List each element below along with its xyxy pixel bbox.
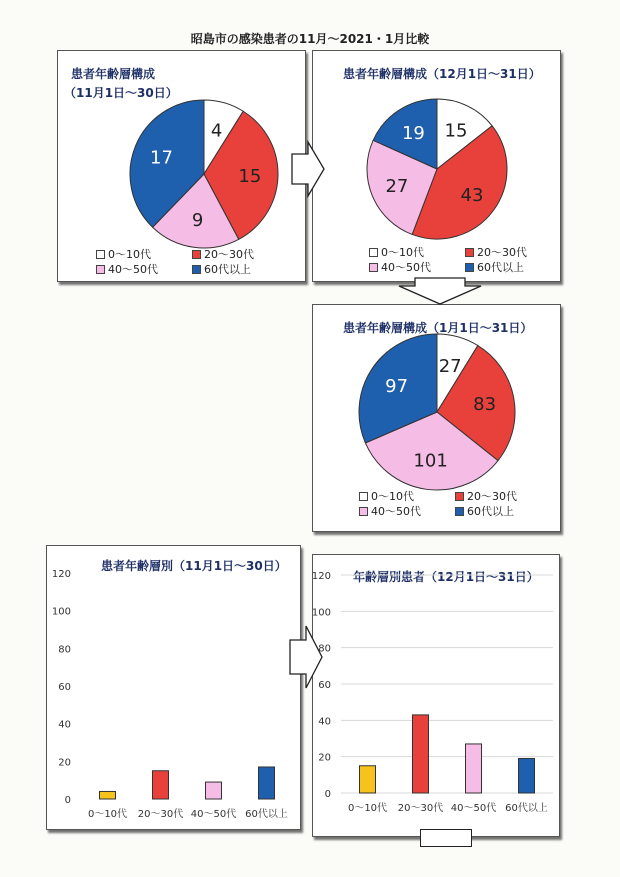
legend-swatch-3 <box>465 263 474 272</box>
y-tick-label: 20 <box>58 757 71 769</box>
x-tick-label-3: 60代以上 <box>505 803 548 814</box>
down-arrow-icon <box>397 276 483 306</box>
x-tick-label-0: 0～10代 <box>347 803 388 814</box>
legend-swatch-0 <box>369 248 378 257</box>
legend-label-3: 60代以上 <box>477 261 524 274</box>
pie-chart-november-panel <box>57 50 306 282</box>
legend-label-0: 0～10代 <box>381 246 424 259</box>
pie-slice-label-1: 83 <box>473 394 497 416</box>
bar-chart-december-panel <box>312 554 560 837</box>
pie-january-title: 患者年齢層構成（1月1日～31日） <box>343 321 533 335</box>
bar-3 <box>259 767 275 799</box>
legend-item-2 <box>359 504 455 519</box>
y-tick-label: 60 <box>318 680 331 691</box>
x-tick-label-2: 40～50代 <box>190 809 237 820</box>
pie-slice-label-2: 101 <box>413 450 448 472</box>
legend-item-2 <box>369 260 465 275</box>
bar-0 <box>360 766 376 793</box>
blank-box <box>420 829 472 847</box>
pie-november-subtitle: （11月1日～30日） <box>64 86 178 100</box>
legend-item-3 <box>455 504 551 519</box>
legend-label-0: 0～10代 <box>371 490 414 503</box>
bar-0 <box>100 791 116 799</box>
x-tick-label-0: 0～10代 <box>87 809 128 820</box>
pie-slice-label-3: 97 <box>385 375 409 397</box>
legend-swatch-2 <box>96 265 105 274</box>
pie-november-legend <box>96 247 288 277</box>
y-tick-label: 100 <box>51 606 71 618</box>
legend-label-1: 20～30代 <box>477 246 527 259</box>
pie-december-title: 患者年齢層構成（12月1日～31日） <box>343 67 541 81</box>
y-tick-label: 0 <box>64 795 71 806</box>
legend-swatch-2 <box>369 263 378 272</box>
y-tick-label: 120 <box>311 571 331 582</box>
pie-slice-label-3: 19 <box>401 123 425 145</box>
right-arrow-bar-icon <box>288 624 324 690</box>
y-tick-label: 120 <box>51 569 71 580</box>
y-tick-label: 60 <box>58 682 71 693</box>
y-tick-label: 0 <box>324 789 331 800</box>
bar-1 <box>153 771 169 799</box>
pie-slice-label-0: 27 <box>438 355 462 377</box>
legend-item-0 <box>359 489 455 504</box>
pie-slice-label-2: 27 <box>385 176 409 198</box>
legend-swatch-1 <box>192 250 201 259</box>
bar-november-title: 患者年齢層別（11月1日～30日） <box>101 559 287 573</box>
page-title: 昭島市の感染患者の11月～2021・1月比較 <box>190 32 430 46</box>
bar-november-svg <box>47 546 300 829</box>
bar-3 <box>519 758 535 793</box>
pie-chart-december-panel <box>312 50 561 282</box>
y-tick-label: 80 <box>58 644 71 656</box>
pie-slice-label-1: 43 <box>460 185 484 207</box>
pie-slice-label-2: 9 <box>191 209 204 231</box>
legend-swatch-0 <box>96 250 105 259</box>
pie-november-title: 患者年齢層構成 <box>71 67 156 81</box>
legend-item-1 <box>192 247 288 262</box>
legend-item-0 <box>96 247 192 262</box>
pie-december-legend <box>369 245 561 275</box>
bar-2 <box>206 782 222 799</box>
legend-label-1: 20～30代 <box>467 490 517 503</box>
legend-label-1: 20～30代 <box>204 248 254 261</box>
y-tick-label: 40 <box>318 716 331 728</box>
y-tick-label: 20 <box>318 752 331 764</box>
legend-item-1 <box>455 489 551 504</box>
x-tick-label-2: 40～50代 <box>450 803 497 814</box>
legend-label-0: 0～10代 <box>108 248 151 261</box>
legend-label-2: 40～50代 <box>108 263 158 276</box>
legend-label-3: 60代以上 <box>204 263 251 276</box>
pie-slice-label-0: 15 <box>444 120 468 142</box>
legend-item-3 <box>192 262 288 277</box>
bar-chart-november-panel <box>46 545 301 830</box>
legend-swatch-3 <box>192 265 201 274</box>
bar-1 <box>413 715 429 793</box>
legend-item-1 <box>465 245 561 260</box>
pie-slice-label-0: 4 <box>210 120 223 142</box>
bar-december-title: 年齢層別患者（12月1日～31日） <box>353 570 539 584</box>
legend-swatch-3 <box>455 507 464 516</box>
legend-item-3 <box>465 260 561 275</box>
pie-slice-label-3: 17 <box>150 147 173 169</box>
pie-january-legend <box>359 489 551 519</box>
legend-swatch-0 <box>359 492 368 501</box>
legend-swatch-2 <box>359 507 368 516</box>
pie-slice-label-1: 15 <box>238 166 262 188</box>
bar-december-svg <box>313 555 559 836</box>
legend-item-2 <box>96 262 192 277</box>
y-tick-label: 40 <box>58 719 71 731</box>
legend-swatch-1 <box>465 248 474 257</box>
legend-label-3: 60代以上 <box>467 505 514 518</box>
y-tick-label: 80 <box>318 643 331 655</box>
legend-item-0 <box>369 245 465 260</box>
x-tick-label-1: 20～30代 <box>397 803 444 814</box>
legend-label-2: 40～50代 <box>371 505 421 518</box>
y-tick-label: 100 <box>311 607 331 619</box>
right-arrow-icon <box>290 140 326 198</box>
x-tick-label-1: 20～30代 <box>137 809 184 820</box>
legend-swatch-1 <box>455 492 464 501</box>
x-tick-label-3: 60代以上 <box>245 809 288 820</box>
legend-label-2: 40～50代 <box>381 261 431 274</box>
pie-chart-january-panel <box>312 304 561 532</box>
bar-2 <box>466 744 482 793</box>
